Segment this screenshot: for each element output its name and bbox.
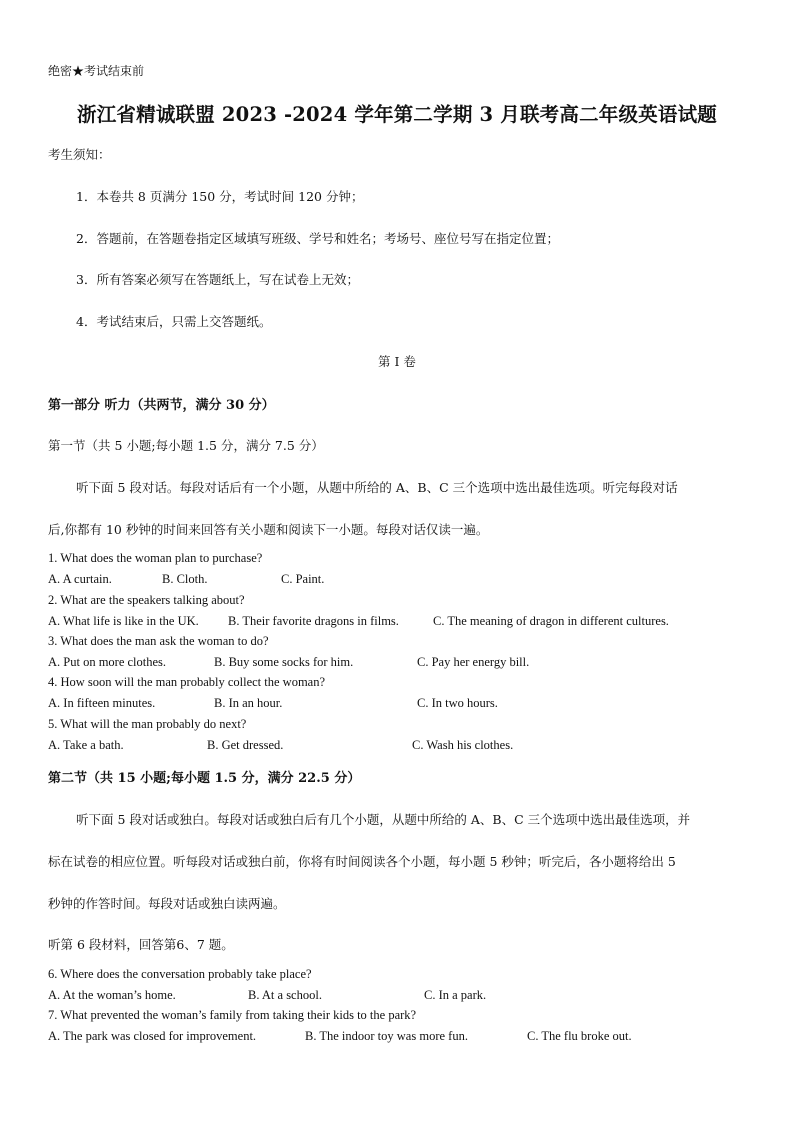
- q3-option-b: B. Buy some socks for him.: [214, 655, 354, 669]
- volume-heading: 第 I 卷: [378, 354, 416, 369]
- question-7: 7. What prevented the woman’s family from taking their kids to the park?: [48, 1008, 417, 1022]
- q7-option-c: C. The flu broke out.: [527, 1029, 632, 1043]
- notice-heading: 考生须知：: [48, 147, 111, 162]
- q4-option-a: A. In fifteen minutes.: [48, 696, 156, 710]
- q4-option-b: B. In an hour.: [214, 696, 283, 710]
- q2-option-b: B. Their favorite dragons in films.: [228, 614, 399, 628]
- q6-option-c: C. In a park.: [424, 988, 487, 1002]
- section2-instruction-line-3: 秒钟的作答时间。每段对话或独白读两遍。: [48, 896, 286, 911]
- q2-option-c: C. The meaning of dragon in different cultures.: [433, 614, 669, 628]
- q1-option-b: B. Cloth.: [162, 572, 208, 586]
- exam-title: 浙江省精诚联盟 2023 -2024 学年第二学期 3 月联考高二年级英语试题: [77, 103, 717, 126]
- q7-option-b: B. The indoor toy was more fun.: [305, 1029, 468, 1043]
- q5-option-c: C. Wash his clothes.: [412, 738, 514, 752]
- question-6: 6. Where does the conversation probably take place?: [48, 967, 312, 981]
- q4-option-c: C. In two hours.: [417, 696, 498, 710]
- section1-instruction-line-1: 听下面 5 段对话。每段对话后有一个小题，从题中所给的 A、B、C 三个选项中选出最佳选项。听完每段对话: [76, 480, 678, 495]
- q3-option-a: A. Put on more clothes.: [48, 655, 167, 669]
- confidential-label: 绝密★考试结束前: [48, 64, 145, 78]
- q3-option-c: C. Pay her energy bill.: [417, 655, 530, 669]
- question-1: 1. What does the woman plan to purchase?: [48, 551, 263, 565]
- section2-instruction-line-2: 标在试卷的相应位置。听每段对话或独白前，你将有时间阅读各个小题，每小题 5 秒钟；听完后，各小题将给出 5: [48, 854, 676, 869]
- question-5: 5. What will the man probably do next?: [48, 717, 247, 731]
- question-4: 4. How soon will the man probably collect the woman?: [48, 675, 326, 689]
- q1-option-a: A. A curtain.: [48, 572, 112, 586]
- q7-option-a: A. The park was closed for improvement.: [48, 1029, 257, 1043]
- section1-title: 第一节（共 5 小题;每小题 1.5 分，满分 7.5 分）: [48, 438, 324, 453]
- q1-option-c: C. Paint.: [281, 572, 325, 586]
- q6-option-a: A. At the woman’s home.: [48, 988, 176, 1002]
- section2-instruction-line-1: 听下面 5 段对话或独白。每段对话或独白后有几个小题，从题中所给的 A、B、C 三个选项中选出最佳选项，并: [76, 812, 691, 827]
- q6-option-b: B. At a school.: [248, 988, 322, 1002]
- notice-rule-1: 1．本卷共 8 页满分 150 分，考试时间 120 分钟；: [76, 189, 364, 204]
- segment-heading: 听第 6 段材料，回答第6、7 题。: [48, 937, 234, 952]
- notice-rule-4: 4．考试结束后，只需上交答题纸。: [76, 314, 272, 329]
- question-3: 3. What does the man ask the woman to do?: [48, 634, 269, 648]
- q5-option-a: A. Take a bath.: [48, 738, 124, 752]
- notice-rule-2: 2．答题前，在答题卷指定区域填写班级、学号和姓名；考场号、座位号写在指定位置；: [76, 231, 559, 246]
- section1-instruction-line-2: 后,你都有 10 秒钟的时间来回答有关小题和阅读下一小题。每段对话仅读一遍。: [48, 522, 489, 537]
- notice-rule-3: 3．所有答案必须写在答题纸上，写在试卷上无效；: [76, 272, 359, 287]
- q5-option-b: B. Get dressed.: [207, 738, 284, 752]
- question-2: 2. What are the speakers talking about?: [48, 593, 245, 607]
- section2-title: 第二节（共 15 小题;每小题 1.5 分，满分 22.5 分）: [48, 771, 361, 786]
- q2-option-a: A. What life is like in the UK.: [48, 614, 199, 628]
- part1-title: 第一部分 听力（共两节，满分 30 分）: [48, 398, 275, 413]
